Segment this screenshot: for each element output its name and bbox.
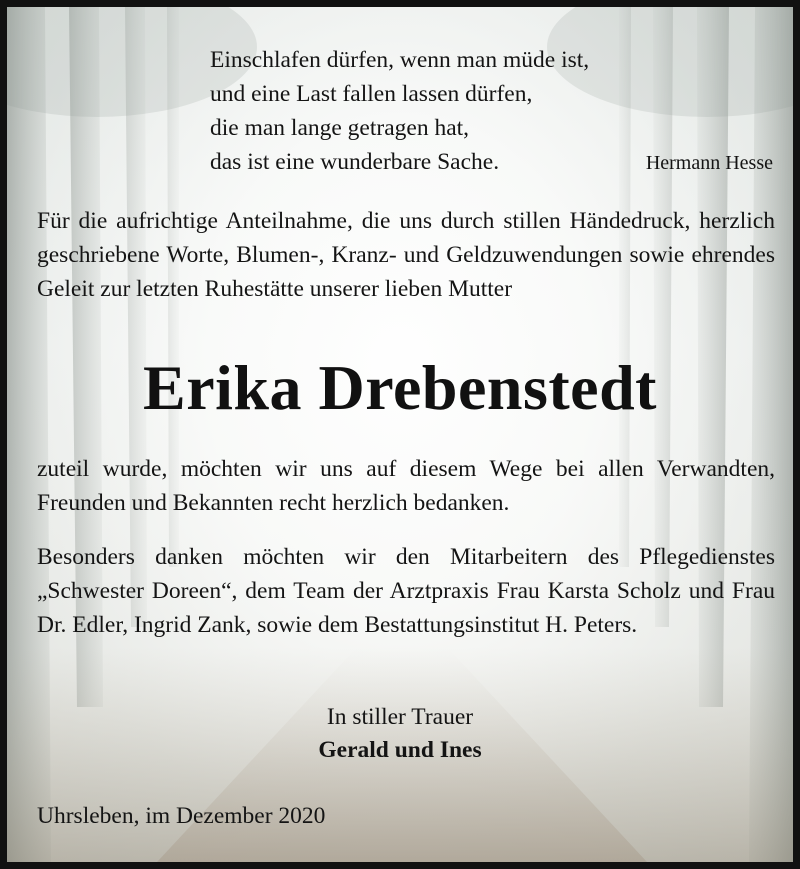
- poem-line: das ist eine wunderbare Sache.: [210, 149, 500, 175]
- place-date: Uhrsleben, im Dezember 2020: [37, 803, 326, 829]
- thanks-intro: Für die aufrichtige Anteilnahme, die uns durch stillen Händedruck, herzlich geschriebene Worte, Blumen-, Kranz- und Geldzuwendungen sowie ehrendes Geleit zur letzten Ruhestätte unserer lieben Mutter: [37, 208, 775, 302]
- poem: [210, 43, 775, 180]
- poem-last-row: [210, 145, 775, 180]
- signoff: [7, 701, 793, 767]
- thanks-continuation: zuteil wurde, möchten wir uns auf diesem Wege bei allen Verwandten, Freunden und Bekannten recht herzlich bedanken.: [37, 456, 775, 516]
- poem-line: die man lange getragen hat,: [210, 115, 470, 141]
- poem-line: Einschlafen dürfen, wenn man müde ist,: [210, 47, 590, 73]
- mourner-names: Gerald und Ines: [318, 737, 482, 763]
- signoff-phrase: In stiller Trauer: [326, 704, 474, 730]
- deceased-name: Erika Drebenstedt: [143, 352, 657, 423]
- poem-line: und eine Last fallen lassen dürfen,: [210, 81, 533, 107]
- poem-author: Hermann Hesse: [645, 152, 773, 174]
- special-thanks: Besonders danken möchten wir den Mitarbeitern des Pflegedienstes „Schwester Doreen“, dem Team der Arztpraxis Frau Karsta Scholz und Frau Dr. Edler, Ingrid Zank, sowie dem Bestattungsinstitut H. Peters.: [37, 544, 775, 638]
